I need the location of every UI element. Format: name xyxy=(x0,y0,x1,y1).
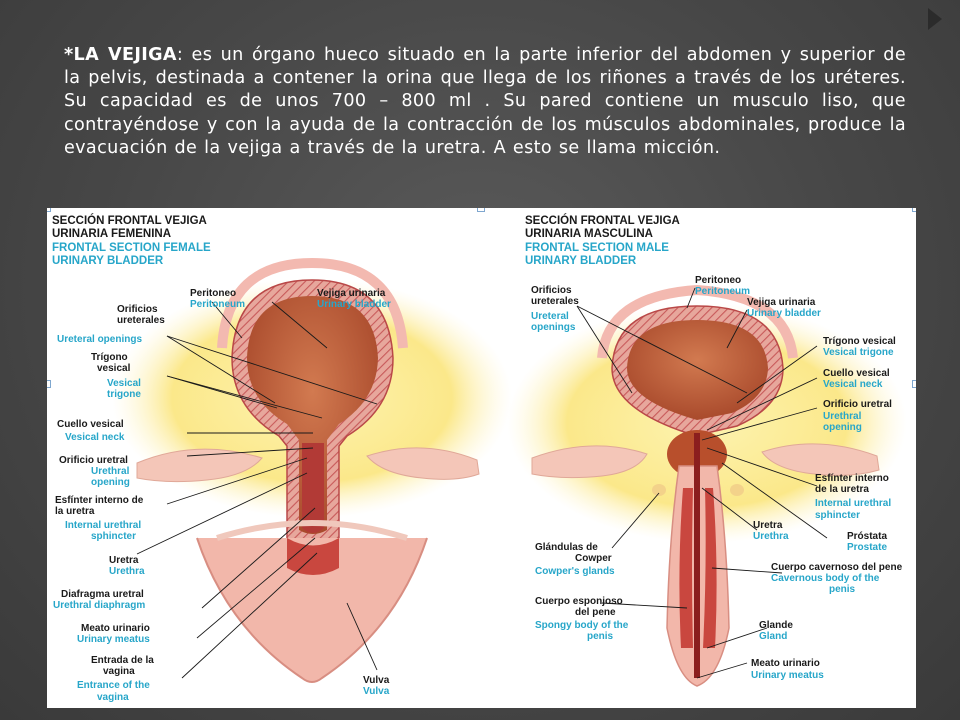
bladder-anatomy-diagram xyxy=(47,208,916,708)
female-label-orificio-en-2: opening xyxy=(91,477,130,488)
female-label-peritoneo-es: Peritoneo xyxy=(190,288,237,299)
female-label-uretra-es: Uretra xyxy=(109,555,139,566)
female-label-esfinter-es-1: Esfínter interno de xyxy=(55,495,144,506)
male-title-en-2: URINARY BLADDER xyxy=(525,255,637,267)
female-label-vejiga-en: Urinary bladder xyxy=(317,299,391,310)
female-label-entrada-en-2: vagina xyxy=(97,692,129,703)
male-label-esfinter-en-2: sphincter xyxy=(815,510,861,521)
female-label-entrada-es-2: vagina xyxy=(103,666,135,677)
male-urethra xyxy=(694,433,700,678)
bladder-description-body: : es un órgano hueco situado en la parte inferior del abdomen y superior de la pelvis, destinada a contener la orina que llega de los riñones a través de los uréteres. Su capacidad es de unos 700 – 800 ml . Su pared contiene un musculo liso, que contrayéndose y con la ayuda de la contracción de los músculos abdominales, produce la evacuación de la vejiga a través de la uretra. A esto se llama micción. xyxy=(64,45,906,158)
male-title-es-2: URINARIA MASCULINA xyxy=(525,228,653,240)
male-label-orificio-en-2: opening xyxy=(823,422,862,433)
male-label-orificios-es-1: Orificios xyxy=(531,285,572,296)
bladder-anatomy-figure[interactable] xyxy=(47,208,916,708)
male-cowper-gland-left xyxy=(652,484,666,496)
male-label-glandulas-es-1: Glándulas de xyxy=(535,542,598,553)
male-label-vejiga-en: Urinary bladder xyxy=(747,308,821,319)
male-label-orificio-en-1: Urethral xyxy=(823,411,862,422)
male-label-esponjoso-en-2: penis xyxy=(587,631,614,642)
male-label-esponjoso-es-2: del pene xyxy=(575,607,616,618)
male-label-esfinter-en-1: Internal urethral xyxy=(815,498,892,509)
female-label-meato-en: Urinary meatus xyxy=(77,634,150,645)
male-label-esfinter-es-1: Esfínter interno xyxy=(815,473,889,484)
male-cowper-gland-right xyxy=(730,484,744,496)
female-title-en-2: URINARY BLADDER xyxy=(52,255,164,267)
bladder-description xyxy=(64,44,906,160)
male-label-trigono-en: Vesical trigone xyxy=(823,347,894,358)
female-label-orificio-en-1: Urethral xyxy=(91,466,130,477)
resize-handle-top-left[interactable] xyxy=(47,208,51,212)
next-slide-arrow-icon[interactable] xyxy=(928,8,942,30)
male-cavernous-body xyxy=(679,488,693,648)
male-label-prostata-es: Próstata xyxy=(847,531,888,542)
female-diagram xyxy=(112,263,512,682)
female-label-uretra-en: Urethra xyxy=(109,566,145,577)
resize-handle-middle-left[interactable] xyxy=(47,380,51,388)
female-label-trigono-en-2: trigone xyxy=(107,389,141,400)
male-label-glandulas-es-2: Cowper xyxy=(575,553,612,564)
female-label-trigono-es-1: Trígono xyxy=(91,352,128,363)
female-title-es-2: URINARIA FEMENINA xyxy=(52,228,172,240)
female-label-entrada-es-1: Entrada de la xyxy=(91,655,154,666)
male-label-glande-es: Glande xyxy=(759,620,793,631)
female-urethra xyxy=(302,443,324,533)
bladder-description-lead: *LA VEJIGA xyxy=(64,45,177,65)
female-label-cuello-es: Cuello vesical xyxy=(57,419,124,430)
female-label-diafragma-es: Diafragma uretral xyxy=(61,589,144,600)
male-title-es-1: SECCIÓN FRONTAL VEJIGA xyxy=(525,215,680,227)
male-label-orificios-en-1: Ureteral xyxy=(531,311,569,322)
male-label-orificios-en-2: openings xyxy=(531,322,576,333)
male-label-uretra-en: Urethra xyxy=(753,531,789,542)
male-title-en-1: FRONTAL SECTION MALE xyxy=(525,242,669,254)
female-label-esfinter-en-1: Internal urethral xyxy=(65,520,142,531)
male-label-cavernoso-es: Cuerpo cavernoso del pene xyxy=(771,562,903,573)
female-label-orificios-en: Ureteral openings xyxy=(57,334,143,345)
female-label-esfinter-es-2: la uretra xyxy=(55,506,95,517)
female-label-peritoneo-en: Peritoneum xyxy=(190,299,246,310)
male-label-meato-es: Meato urinario xyxy=(751,658,820,669)
female-label-meato-es: Meato urinario xyxy=(81,623,150,634)
male-label-cuello-en: Vesical neck xyxy=(823,379,883,390)
female-label-diafragma-en: Urethral diaphragm xyxy=(53,600,146,611)
male-label-orificio-es: Orificio uretral xyxy=(823,399,892,410)
male-label-cavernoso-en-1: Cavernous body of the xyxy=(771,573,880,584)
resize-handle-middle-right[interactable] xyxy=(912,380,916,388)
female-label-orificios-es-1: Orificios xyxy=(117,304,158,315)
female-label-trigono-es-2: vesical xyxy=(97,363,131,374)
male-label-orificios-es-2: ureterales xyxy=(531,296,579,307)
male-label-uretra-es: Uretra xyxy=(753,520,783,531)
female-label-entrada-en-1: Entrance of the xyxy=(77,680,150,691)
female-label-orificio-es: Orificio uretral xyxy=(59,455,128,466)
female-label-cuello-en: Vesical neck xyxy=(65,432,125,443)
male-label-vejiga-es: Vejiga urinaria xyxy=(747,297,816,308)
male-label-esponjoso-en-1: Spongy body of the xyxy=(535,620,629,631)
resize-handle-top-right[interactable] xyxy=(912,208,916,212)
female-label-esfinter-en-2: sphincter xyxy=(91,531,137,542)
male-label-cavernoso-en-2: penis xyxy=(829,584,856,595)
female-label-vejiga-es: Vejiga urinaria xyxy=(317,288,386,299)
resize-handle-top-center[interactable] xyxy=(477,208,485,212)
male-label-meato-en: Urinary meatus xyxy=(751,670,824,681)
male-label-esponjoso-es-1: Cuerpo esponjoso xyxy=(535,596,623,607)
female-title-en-1: FRONTAL SECTION FEMALE xyxy=(52,242,211,254)
male-label-peritoneo-es: Peritoneo xyxy=(695,275,742,286)
female-title-es-1: SECCIÓN FRONTAL VEJIGA xyxy=(52,215,207,227)
female-label-vulva-es: Vulva xyxy=(363,675,390,686)
female-label-trigono-en-1: Vesical xyxy=(107,378,141,389)
male-label-prostata-en: Prostate xyxy=(847,542,888,553)
female-label-orificios-es-2: ureterales xyxy=(117,315,165,326)
male-label-glande-en: Gland xyxy=(759,631,788,642)
male-label-peritoneo-en: Peritoneum xyxy=(695,286,751,297)
male-label-esfinter-es-2: de la uretra xyxy=(815,484,869,495)
female-label-vulva-en: Vulva xyxy=(363,686,390,697)
male-label-glandulas-en: Cowper's glands xyxy=(535,566,615,577)
male-label-cuello-es: Cuello vesical xyxy=(823,368,890,379)
male-label-trigono-es: Trígono vesical xyxy=(823,336,896,347)
